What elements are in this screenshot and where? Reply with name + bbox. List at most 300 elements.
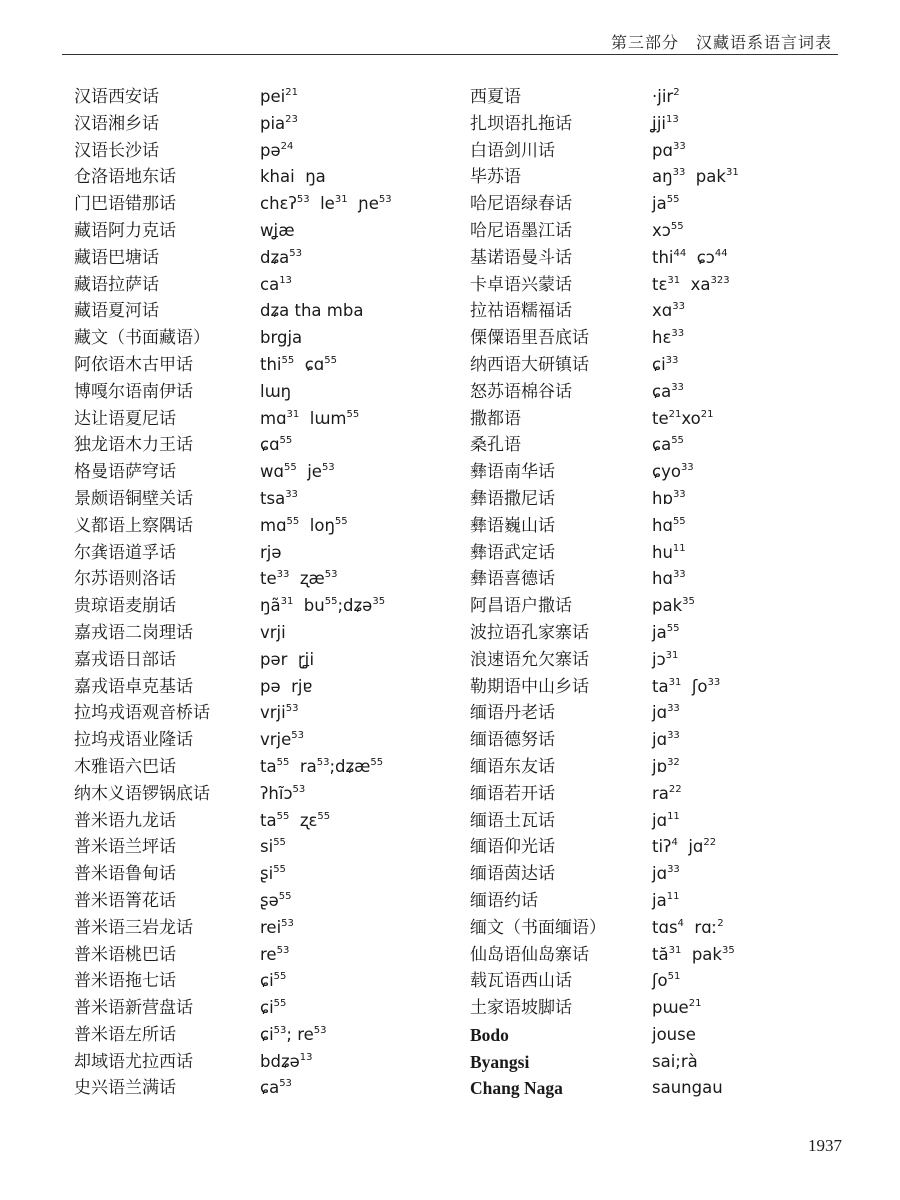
language-name: 博嘎尔语南伊话 [74, 381, 193, 402]
word-entry [470, 620, 870, 647]
language-name: 达让语夏尼话 [74, 408, 176, 429]
tone-superscript: 55 [281, 354, 295, 366]
word-form [652, 540, 870, 567]
language-name: 缅语土瓦话 [470, 810, 555, 831]
tone-superscript: 55 [276, 756, 290, 768]
language-name: 缅语约话 [470, 890, 538, 911]
tone-superscript: 55 [666, 194, 680, 206]
tone-superscript: 31 [334, 194, 348, 206]
tone-superscript: 55 [672, 515, 686, 527]
word-entry [470, 915, 870, 942]
word-entry [470, 942, 870, 969]
word-entry [470, 406, 870, 433]
language-name: 汉语西安话 [74, 87, 159, 107]
form-segment: hɑ [652, 515, 673, 535]
word-form [260, 459, 474, 486]
language-name: 普米语兰坪话 [74, 837, 176, 858]
tone-superscript: 53 [324, 569, 338, 581]
form-segment: te [260, 569, 277, 589]
word-entry [470, 540, 870, 567]
tone-superscript: 2 [717, 917, 724, 929]
form-segment: xa [680, 274, 711, 294]
word-entry [74, 834, 474, 861]
form-segment: ɕɑ [294, 354, 325, 374]
language-name: 毕苏语 [470, 167, 521, 188]
word-entry [470, 325, 870, 352]
language-name: 普米语箐花话 [74, 890, 176, 911]
word-form [260, 888, 474, 915]
word-entry [74, 968, 474, 995]
tone-superscript: 13 [279, 274, 292, 286]
form-segment: ;dʑə [337, 596, 373, 616]
word-form [652, 566, 870, 593]
word-entry [470, 995, 870, 1022]
left-column [74, 84, 474, 1102]
tone-superscript: 13 [666, 113, 679, 125]
form-segment: loŋ [299, 515, 335, 535]
word-form [260, 942, 474, 969]
word-entry [470, 352, 870, 379]
word-form [260, 84, 474, 111]
language-name: 汉语长沙话 [74, 140, 159, 161]
word-form [260, 1075, 474, 1102]
form-segment: rjə [260, 542, 282, 562]
word-entry [74, 1022, 474, 1049]
language-name: 史兴语兰满话 [74, 1078, 176, 1099]
word-entry [470, 432, 870, 459]
word-entry [74, 272, 474, 299]
tone-superscript: 55 [666, 622, 680, 634]
word-entry [74, 540, 474, 567]
form-segment: tɛ [652, 274, 668, 294]
form-segment: ʐæ [289, 569, 325, 589]
language-name: 普米语九龙话 [74, 810, 176, 831]
word-form [652, 164, 870, 191]
word-form [652, 379, 870, 406]
form-segment: aŋ [652, 167, 673, 187]
word-form [260, 834, 474, 861]
word-entry [470, 379, 870, 406]
form-segment: ta [652, 676, 669, 696]
word-form [652, 968, 870, 995]
word-form [652, 432, 870, 459]
tone-superscript: 53 [378, 194, 392, 206]
language-name: 贵琼语麦崩话 [74, 596, 176, 617]
form-segment: re [260, 944, 277, 964]
tone-superscript: 55 [273, 971, 287, 983]
tone-superscript: 53 [291, 730, 305, 742]
language-name: 勒期语中山乡话 [470, 676, 589, 697]
language-name: 浪速语允欠寨话 [470, 649, 589, 670]
form-segment: rɑː [683, 917, 718, 937]
form-segment: ʔhĩɔ [260, 783, 293, 803]
language-name: 普米语拖七话 [74, 971, 176, 992]
tone-superscript: 323 [710, 274, 730, 286]
tone-superscript: 33 [707, 676, 721, 688]
form-segment: ra [652, 783, 669, 803]
word-form [652, 620, 870, 647]
word-form [652, 674, 870, 701]
form-segment: bdʑə [260, 1051, 300, 1071]
tone-superscript: 55 [273, 837, 286, 849]
form-segment: xɔ [652, 220, 671, 240]
tone-superscript: 55 [279, 435, 293, 447]
form-segment: ɕi [260, 1024, 274, 1044]
word-form [652, 915, 870, 942]
word-form [652, 191, 870, 218]
word-entry [74, 406, 474, 433]
language-name: Bodo [470, 1024, 509, 1045]
form-segment: le [309, 194, 335, 214]
language-name: 汉语湘乡话 [74, 113, 159, 134]
word-form [260, 1049, 474, 1076]
language-name: 西夏语 [470, 87, 521, 107]
language-name: 撒都语 [470, 408, 521, 429]
form-segment: saungau [652, 1078, 723, 1098]
form-segment: ta [260, 756, 277, 776]
word-form [260, 486, 474, 513]
page-number: 1937 [808, 1136, 842, 1155]
tone-superscript: 21 [285, 87, 298, 98]
word-form [260, 754, 474, 781]
language-name: 普米语新营盘话 [74, 998, 193, 1019]
word-entry [74, 888, 474, 915]
form-segment: jɑ [652, 703, 668, 723]
form-segment: ra [289, 756, 317, 776]
language-name: 藏语阿力克话 [74, 220, 176, 241]
word-entry [74, 593, 474, 620]
tone-superscript: 55 [286, 515, 300, 527]
language-name: 普米语左所话 [74, 1024, 176, 1045]
word-entry [74, 298, 474, 325]
form-segment: ja [652, 194, 667, 214]
tone-superscript: 53 [321, 462, 335, 474]
form-segment: xɑ [652, 301, 673, 321]
word-entry [74, 379, 474, 406]
word-entry [74, 566, 474, 593]
form-segment: ;dʑæ [329, 756, 371, 776]
form-segment: hɛ [652, 328, 672, 348]
word-entry [470, 138, 870, 165]
language-name: 义都语上察隅话 [74, 515, 193, 536]
form-segment: pak [685, 167, 726, 187]
form-segment: tsa [260, 488, 286, 508]
word-form [652, 942, 870, 969]
tone-superscript: 55 [317, 810, 331, 822]
form-segment: ja [652, 622, 667, 642]
word-entry [470, 727, 870, 754]
word-form [652, 808, 870, 835]
tone-superscript: 55 [324, 596, 338, 608]
word-form [652, 138, 870, 165]
form-segment: ɲe [347, 194, 379, 214]
word-form [652, 352, 870, 379]
tone-superscript: 53 [276, 944, 290, 956]
word-form [260, 647, 474, 674]
word-entry [74, 459, 474, 486]
tone-superscript: 2 [673, 87, 680, 98]
form-segment: pɑ [652, 140, 673, 160]
form-segment: ɕi [652, 354, 666, 374]
form-segment: jɔ [652, 649, 666, 669]
form-segment: ʂə [260, 890, 279, 910]
form-segment: ɕa [260, 1078, 280, 1098]
tone-superscript: 31 [668, 944, 682, 956]
word-form [260, 245, 474, 272]
language-name: 哈尼语墨江话 [470, 220, 572, 241]
form-segment: ʝji [652, 113, 666, 133]
word-entry [74, 513, 474, 540]
tone-superscript: 33 [285, 488, 298, 500]
tone-superscript: 33 [680, 462, 694, 474]
form-segment: bu [293, 596, 325, 616]
tone-superscript: 33 [667, 703, 680, 715]
form-segment: ɕa [652, 435, 672, 455]
form-segment: tɑs [652, 917, 678, 937]
language-name: 缅语若开话 [470, 783, 555, 804]
word-entry [470, 861, 870, 888]
form-segment: xo [681, 408, 701, 428]
tone-superscript: 44 [714, 247, 728, 259]
language-name: 尔苏语则洛话 [74, 569, 176, 590]
word-entry [74, 754, 474, 781]
tone-superscript: 21 [688, 998, 702, 1010]
tone-superscript: 21 [668, 408, 682, 420]
form-segment: ca [260, 274, 280, 294]
word-form [260, 593, 474, 620]
tone-superscript: 55 [671, 435, 684, 447]
word-entry [74, 781, 474, 808]
form-segment: ɕi [260, 998, 274, 1018]
tone-superscript: 53 [273, 1024, 287, 1036]
form-segment: ·jir [652, 87, 674, 106]
word-entry [74, 942, 474, 969]
language-name: 桑孔语 [470, 435, 521, 456]
word-form [652, 272, 870, 299]
form-segment: ta [260, 810, 277, 830]
tone-superscript: 53 [289, 247, 302, 259]
word-form [652, 84, 870, 111]
tone-superscript: 53 [316, 756, 330, 768]
language-name: 白语剑川话 [470, 140, 555, 161]
word-entry [74, 218, 474, 245]
tone-superscript: 31 [286, 408, 300, 420]
word-form [652, 486, 870, 513]
tone-superscript: 32 [667, 756, 680, 768]
tone-superscript: 23 [285, 113, 298, 125]
word-form [652, 593, 870, 620]
word-form [260, 915, 474, 942]
word-form [260, 379, 474, 406]
form-segment: ɕa [652, 381, 672, 401]
form-segment: jɑ [652, 864, 668, 884]
language-name: 独龙语木力王话 [74, 435, 193, 456]
form-segment: pei [260, 87, 286, 106]
word-entry [470, 111, 870, 138]
language-name: 景颇语铜壁关话 [74, 488, 193, 509]
word-entry [470, 272, 870, 299]
word-entry [470, 1075, 870, 1102]
word-entry [470, 808, 870, 835]
word-form [652, 1049, 870, 1076]
word-entry [470, 700, 870, 727]
tone-superscript: 4 [671, 837, 678, 849]
tone-superscript: 31 [665, 649, 679, 661]
header-rule [62, 54, 838, 55]
tone-superscript: 31 [280, 596, 294, 608]
word-entry [470, 486, 870, 513]
tone-superscript: 31 [667, 274, 681, 286]
word-form [652, 647, 870, 674]
language-name: 载瓦语西山话 [470, 971, 572, 992]
form-segment: ɕɑ [260, 435, 280, 455]
form-segment: hɒ [652, 488, 673, 508]
form-segment: khai ŋa [260, 167, 326, 187]
language-name: 傈僳语里吾底话 [470, 328, 589, 349]
word-form [652, 781, 870, 808]
word-entry [470, 218, 870, 245]
tone-superscript: 55 [283, 462, 297, 474]
tone-superscript: 33 [672, 140, 686, 152]
word-entry [470, 84, 870, 111]
word-form [260, 298, 474, 325]
word-entry [74, 1049, 474, 1076]
language-name: 彝语武定话 [470, 542, 555, 563]
form-segment: lɯŋ [260, 381, 292, 401]
language-name: 缅文（书面缅语） [470, 917, 606, 938]
word-form [652, 834, 870, 861]
word-form [652, 888, 870, 915]
language-name: 哈尼语绿春话 [470, 194, 572, 215]
language-name: 普米语桃巴话 [74, 944, 176, 965]
word-form [260, 406, 474, 433]
language-name: 拉坞戎语观音桥话 [74, 703, 210, 724]
language-name: 木雅语六巴话 [74, 756, 176, 777]
form-segment: pak [652, 596, 683, 616]
word-form [260, 272, 474, 299]
tone-superscript: 22 [703, 837, 717, 849]
tone-superscript: 55 [670, 220, 684, 232]
language-name: 嘉戎语日部话 [74, 649, 176, 670]
form-segment: dʑa [260, 247, 290, 267]
tone-superscript: 55 [324, 354, 338, 366]
word-entry [74, 727, 474, 754]
language-name: 格曼语萨穹话 [74, 462, 176, 483]
language-name: 藏语巴塘话 [74, 247, 159, 268]
word-entry [470, 834, 870, 861]
tone-superscript: 53 [279, 1078, 292, 1090]
word-entry [470, 191, 870, 218]
tone-superscript: 33 [672, 167, 686, 179]
form-segment: vrji [260, 703, 286, 723]
language-name: 拉坞戎语业隆话 [74, 730, 193, 751]
language-name: 藏文（书面藏语） [74, 328, 210, 349]
form-segment: thi [260, 354, 282, 374]
word-entry [74, 808, 474, 835]
language-name: 却域语尤拉西话 [74, 1051, 193, 1072]
word-form [260, 674, 474, 701]
form-segment: brgja [260, 328, 303, 348]
word-entry [470, 1049, 870, 1076]
word-entry [74, 245, 474, 272]
word-entry [74, 647, 474, 674]
word-form [260, 620, 474, 647]
word-form [652, 406, 870, 433]
tone-superscript: 35 [372, 596, 386, 608]
word-form [260, 191, 474, 218]
form-segment: tiʔ [652, 837, 672, 857]
tone-superscript: 13 [299, 1051, 313, 1063]
language-name: 门巴语错那话 [74, 194, 176, 215]
tone-superscript: 33 [667, 864, 680, 876]
tone-superscript: 53 [313, 1024, 327, 1036]
tone-superscript: 33 [665, 354, 679, 366]
word-form [260, 352, 474, 379]
tone-superscript: 11 [667, 810, 680, 822]
form-segment: pak [681, 944, 722, 964]
word-form [652, 995, 870, 1022]
word-entry [74, 191, 474, 218]
word-form [260, 566, 474, 593]
word-form [652, 754, 870, 781]
tone-superscript: 51 [667, 971, 681, 983]
tone-superscript: 33 [672, 569, 686, 581]
form-segment: mɑ [260, 408, 287, 428]
form-segment: sai;rà [652, 1051, 698, 1071]
word-entry [74, 620, 474, 647]
language-name: 阿昌语户撒话 [470, 596, 572, 617]
form-segment: te [652, 408, 669, 428]
language-name: 卡卓语兴蒙话 [470, 274, 572, 295]
form-segment: hɑ [652, 569, 673, 589]
word-entry [74, 164, 474, 191]
language-name: 拉祜语糯福话 [470, 301, 572, 322]
word-form [652, 1022, 870, 1049]
language-name: 嘉戎语卓克基话 [74, 676, 193, 697]
form-segment: tă [652, 944, 669, 964]
form-segment: si [260, 837, 274, 857]
language-name: 纳木义语锣锅底话 [74, 783, 210, 804]
tone-superscript: 4 [677, 917, 684, 929]
form-segment: ; re [286, 1024, 314, 1044]
language-name: 彝语喜德话 [470, 569, 555, 590]
word-form [260, 164, 474, 191]
word-form [260, 513, 474, 540]
word-form [260, 808, 474, 835]
language-name: 仓洛语地东话 [74, 167, 176, 188]
language-name: 藏语拉萨话 [74, 274, 159, 295]
word-form [260, 1022, 474, 1049]
tone-superscript: 33 [671, 328, 685, 340]
form-segment: wʝæ [260, 220, 295, 240]
word-form [652, 298, 870, 325]
form-segment: pə [260, 140, 281, 160]
tone-superscript: 33 [672, 488, 686, 500]
form-segment: wɑ [260, 462, 284, 482]
word-entry [470, 459, 870, 486]
tone-superscript: 33 [671, 381, 684, 393]
language-name: 缅语丹老话 [470, 703, 555, 724]
word-form [260, 995, 474, 1022]
form-segment: pər ɽʝi [260, 649, 315, 669]
tone-superscript: 35 [682, 596, 695, 608]
language-name: 彝语巍山话 [470, 515, 555, 536]
form-segment: ja [652, 890, 667, 910]
tone-superscript: 33 [667, 730, 680, 742]
form-segment: ɕyo [652, 462, 681, 482]
form-segment: pia [260, 113, 286, 133]
form-segment: pɯe [652, 998, 689, 1018]
